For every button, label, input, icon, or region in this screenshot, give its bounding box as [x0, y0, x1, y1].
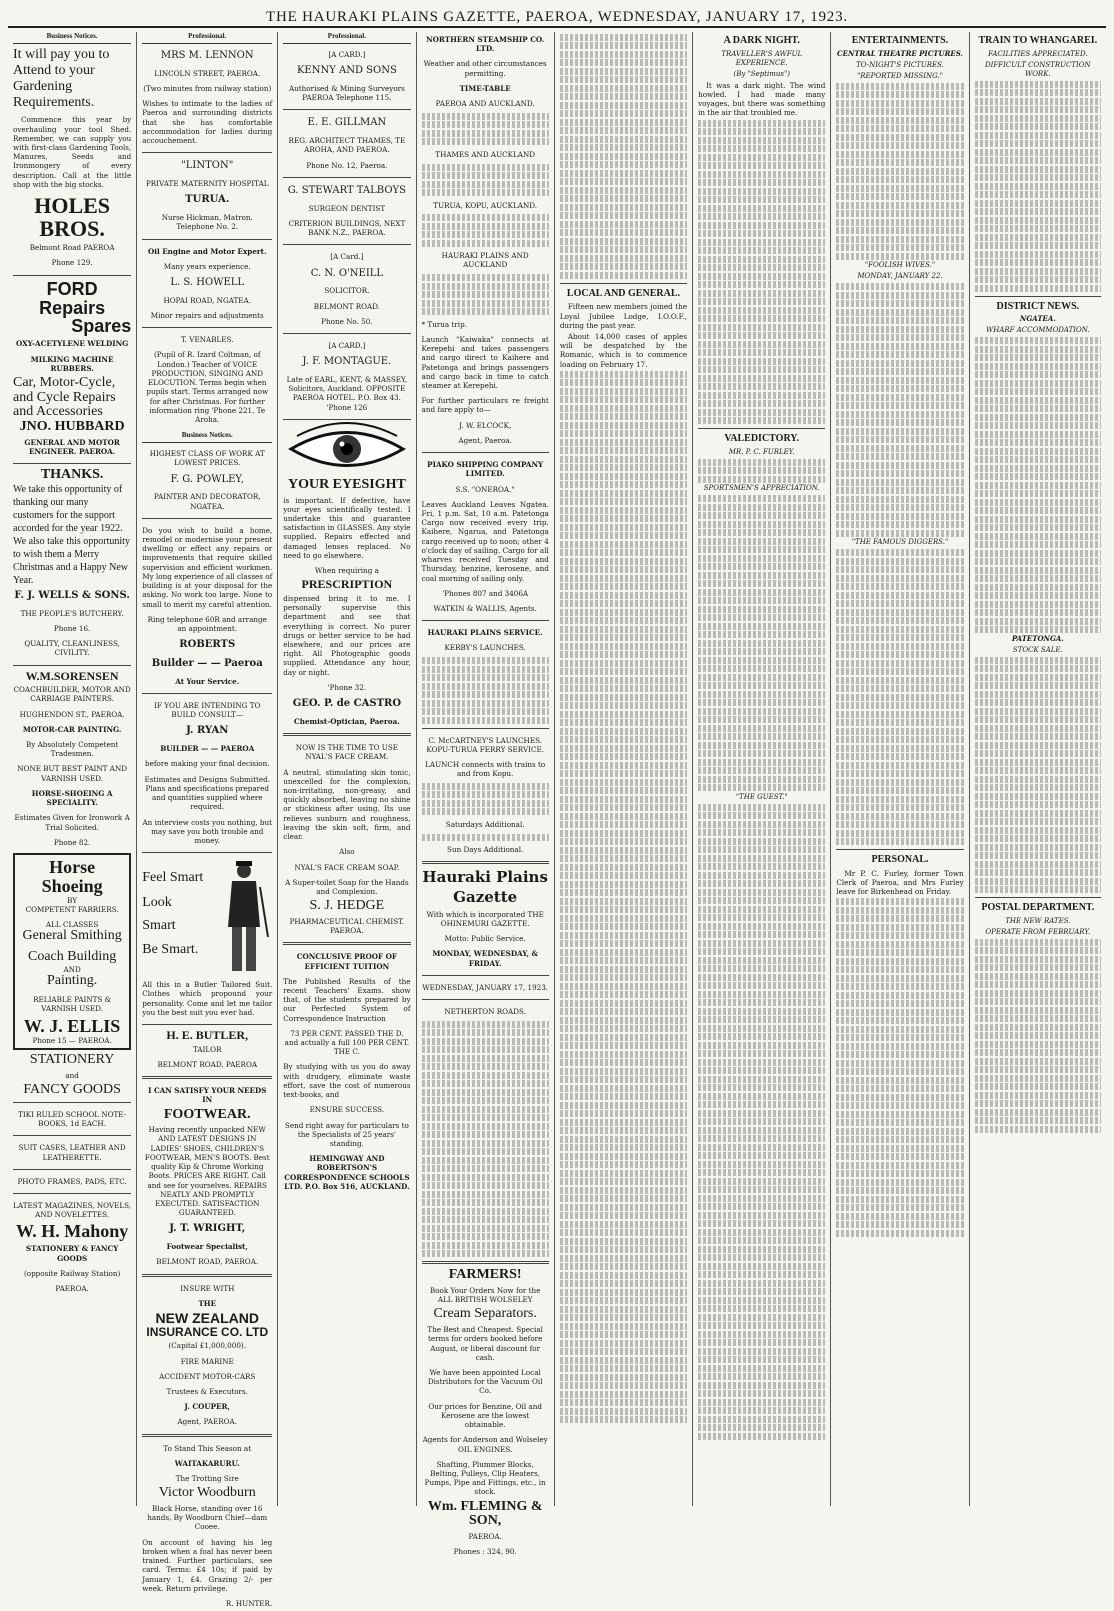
hubbard-sub: GENERAL AND MOTOR ENGINEER. PAEROA. — [24, 437, 120, 456]
oxy-welding: OXY-ACETYLENE WELDING — [15, 339, 129, 349]
linton: "LINTON" — [181, 160, 234, 172]
horse-shoeing-box — [13, 853, 131, 1050]
central-theatre: CENTRAL THEATRE PICTURES. — [837, 48, 963, 58]
capital: (Capital £1,000,000). — [168, 1341, 246, 1351]
nurse: Nurse Hickman, Matron. Telephone No. 2. — [161, 213, 253, 232]
criterion: CRITERION BUILDINGS, NEXT BANK N.Z., PAEROA. — [288, 218, 406, 238]
holes-bros: HOLES BROS. — [34, 193, 111, 242]
kenny-sub: Authorised & Mining Surveyors PAEROA Telephone 115. — [288, 83, 405, 103]
nyal: NOW IS THE TIME TO USE NYAL'S FACE CREAM. — [295, 743, 398, 762]
estimates: Estimates Given for Ironwork A Trial Solicited. — [14, 813, 130, 832]
dark-night-body: It was a dark night. The wind howled. I had made many voyages, but there was something in the air that troubled me. — [698, 80, 826, 118]
kenny: KENNY AND SONS — [296, 65, 397, 77]
montague-sub: Late of EARL, KENT, & MASSEY, Solicitors, Auckland. OPPOSITE PAEROA HOTEL. P.O. Box 43. 'Phone 126 — [286, 375, 408, 412]
best: The Best and Cheapest. Special terms for orders booked before August, or liberal discount for cash. — [427, 1325, 543, 1362]
traveller-sub: TRAVELLER'S AWFUL EXPERIENCE. — [721, 49, 803, 67]
thanks-title: THANKS. — [40, 467, 104, 483]
district-news-title: DISTRICT NEWS. — [996, 300, 1080, 312]
passed: 73 PER CENT. PASSED THE D. and actually a full 100 PER CENT. THE C. — [284, 1028, 410, 1057]
kaiwaka: Launch "Kaiwaka" connects at Kerepehi and takes passengers and cargo direct to Kaihere and Patetonga and brings passengers and cargo back in time to catch steamer at Kerepehi. — [421, 334, 549, 390]
couper: J. COUPER, — [184, 1402, 230, 1412]
column-4 — [417, 32, 555, 1557]
and: AND — [63, 964, 81, 974]
look: Look — [142, 894, 172, 910]
column-5 — [555, 32, 693, 1506]
butler-body: All this in a Butler Tailored Suit. Clothes which propound your personality. Come and let me tailor you the best suit you ever had. — [142, 980, 273, 1017]
all-classes: ALL CLASSES — [45, 920, 99, 930]
competent: By Absolutely Competent Tradesmen. — [25, 740, 119, 759]
ryan-sub: BUILDER — — PAEROA — [160, 744, 255, 754]
send: Send right away for particulars to the Specialists of 25 years' standing. — [284, 1120, 409, 1149]
coach-building: Coach Building — [27, 949, 117, 965]
valedictory-title: VALEDICTORY. — [724, 433, 800, 445]
oneroa: S.S. "ONEROA." — [455, 484, 515, 494]
personal-body: Mr P. C. Furley, former Town Clerk of Paeroa, and Mrs Furley leave for Birkenhead on Friday. — [836, 868, 964, 897]
reported-missing: "REPORTED MISSING." — [857, 71, 943, 80]
ford-spares: Spares — [71, 316, 132, 337]
section-header: Professional. — [142, 32, 272, 44]
facilities: FACILITIES APPRECIATED. — [988, 49, 1088, 58]
estimates-2: Estimates and Designs Submitted. Plans and specifications prepared and quantities supplied where required. — [144, 774, 271, 812]
timetable: TIME-TABLE — [459, 83, 511, 93]
roberts: ROBERTS — [179, 639, 236, 651]
hemingway: HEMINGWAY AND ROBERTSON'S CORRESPONDENCE SCHOOLS LTD. P.O. Box 516, AUCKLAND. — [284, 1154, 410, 1191]
farmers: FARMERS! — [448, 1267, 522, 1283]
agent: Agent, PAEROA. — [177, 1417, 238, 1427]
section-header: Business Notices. — [13, 32, 131, 44]
piako: PIAKO SHIPPING COMPANY LIMITED. — [427, 460, 544, 479]
trustees: Trustees & Executors. — [166, 1387, 248, 1397]
gazette-title: Hauraki Plains Gazette — [422, 868, 548, 906]
agents: Agents for Anderson and Wolseley OIL ENGINES. — [422, 1435, 548, 1454]
butchery: THE PEOPLE'S BUTCHERY. — [20, 608, 124, 618]
ins-co: INSURANCE CO. LTD — [146, 1324, 269, 1339]
sorensen-addr: HUGHENDON ST., PAEROA. — [19, 709, 125, 719]
tiki: TIKI RULED SCHOOL NOTE-BOOKS, 1d EACH. — [18, 1109, 127, 1129]
presc-body: dispensed bring it to me. I personally supervise this department and see that everything is correct. No purer drugs or better service to be had elsewhere, and our prices are right. All Photographic goods supplied. Attendance any hour, day or night. — [283, 593, 411, 677]
soap-body: A Super-toilet Soap for the Hands and Complexion. — [285, 877, 409, 896]
painting: Painting. — [47, 973, 98, 989]
linton-sub: PRIVATE MATERNITY HOSPITAL — [145, 179, 269, 189]
build-body: Do you wish to build a home, remodel or modernise your present dwelling or effect any repairs or improvements that require skilled supervision and efficient workmen. My long experience of all classes of building is at your disposal for the asking. No work too large. None to small to merit my careful attention. — [142, 525, 273, 609]
footwear-body: Having recently unpacked NEW AND LATEST DESIGNS IN LADIES' SHOES, CHILDREN'S FOOTWEAR, MEN'S BOOTS. Best quality Kip & Chrome Working Boots. PRICES ARE RIGHT. Call and see for yourselves. REPAIRS NEATLY AND PROMPTLY EXECUTED. SATISFACTION GUARANTEED. — [144, 1125, 270, 1218]
oneill-addr: BELMONT ROAD. — [313, 301, 380, 311]
saturdays: Saturdays Additional. — [445, 819, 525, 829]
hubbard: JNO. HUBBARD — [19, 419, 125, 435]
wharf: WHARF ACCOMMODATION. — [986, 326, 1090, 335]
mahony-addr: (opposite Railway Station) — [23, 1268, 121, 1278]
lennon-note: (Two minutes from railway station) — [143, 83, 272, 93]
butler-ad — [142, 857, 272, 977]
waitakaruru: WAITAKARURU. — [174, 1458, 240, 1468]
hunter: R. HUNTER. — [225, 1599, 273, 1609]
sportsmen: SPORTSMEN'S APPRECIATION. — [703, 484, 820, 493]
ryan: J. RYAN — [186, 725, 229, 737]
holes-address: Belmont Road PAEROA — [29, 243, 115, 253]
further: For further particulars re freight and fare apply to— — [421, 396, 549, 415]
butler: H. E. BUTLER, — [166, 1028, 249, 1043]
sorensen: W.M.SORENSEN — [25, 668, 119, 683]
castro-sub: Chemist-Optician, Paeroa. — [294, 716, 400, 726]
elcock: J. W. ELCOCK, — [459, 420, 512, 430]
accident: ACCIDENT MOTOR-CARS — [159, 1371, 256, 1381]
days: MONDAY, WEDNESDAY, & FRIDAY. — [432, 949, 538, 968]
eyesight: YOUR EYESIGHT — [287, 476, 406, 492]
motto: Motto: Public Service. — [444, 934, 526, 944]
column-7 — [831, 32, 969, 1506]
thanks-body: We take this opportunity of thanking our many customers for the support accorded for the year 1922. We also take this opportunity to wish them a Merry Christmas and a Happy New Year. — [13, 483, 130, 586]
new-rates: THE NEW RATES. — [1005, 917, 1071, 926]
nsc: NORTHERN STEAMSHIP CO. LTD. — [426, 35, 545, 54]
phone82: Phone 82. — [53, 837, 91, 847]
elcock-sub: Agent, Paeroa. — [458, 435, 512, 445]
hs-by: BY — [67, 895, 78, 905]
lennon-body: Wishes to intimate to the ladies of Paeroa and surrounding districts that she has comfortable accommodation for ladies during accouchement. — [142, 99, 273, 146]
lennon-addr: LINCOLN STREET, PAEROA. — [154, 68, 261, 78]
patetonga: PATETONGA. — [1011, 633, 1064, 643]
prices: Our prices for Benzine, Oil and Kerosene are the lowest obtainable. — [428, 1401, 542, 1430]
eyesight-body: is important. If defective, have your eyes scientifically tested. I undertake this and guarantee satisfaction in GLASSES. Any style supplied. Repairs effected and damaged lenses replaced. No need to go elsewhere. — [283, 495, 411, 560]
stationery: STATIONERY — [29, 1052, 115, 1068]
ellis: W. J. ELLIS — [23, 1016, 121, 1037]
nsc-sub: Weather and other circumstances permitting. — [423, 59, 547, 78]
quality: QUALITY, CLEANLINESS, CIVILITY. — [24, 639, 120, 658]
tailor: TAILOR — [192, 1044, 222, 1054]
oil-sub: Many years experience. — [163, 261, 251, 271]
smart: Smart — [142, 917, 176, 933]
hauraki-auckland: HAURAKI PLAINS AND AUCKLAND — [441, 251, 529, 270]
oneill-sub: SOLICITOR. — [324, 286, 370, 296]
cream: Cream Separators. — [433, 1306, 537, 1322]
holes-phone: Phone 129. — [51, 258, 93, 268]
suit-cases: SUIT CASES, LEATHER AND LEATHERETTE. — [18, 1143, 126, 1162]
hedge: S. J. HEDGE — [309, 898, 385, 914]
castro: GEO. P. de CASTRO — [292, 698, 402, 710]
postal-title: POSTAL DEPARTMENT. — [981, 902, 1095, 914]
mccartney: C. McCARTNEY'S LAUNCHES. KOPU-TURUA FERRY SERVICE. — [426, 735, 545, 754]
requiring: When requiring a — [314, 566, 379, 576]
proof-body: The Published Results of the recent Teachers' Exams. show that, of the students prepared by our Perfected System of Correspondence Instruction — [283, 976, 411, 1023]
local-general-title: LOCAL AND GENERAL. — [566, 287, 680, 299]
local-general-body: Fifteen new members joined the Loyal Jubilee Lodge, I.O.O.F., during the past year. About 14,000 cases of apples will be despatched by the Romanic, which is to commence loading on February 17. — [559, 302, 688, 369]
columns — [8, 32, 1106, 1609]
talboys: G. STEWART TALBOYS — [287, 184, 406, 196]
eye-icon — [287, 424, 407, 474]
hedge-sub: PHARMACEUTICAL CHEMIST. PAEROA. — [289, 916, 405, 936]
mahony-town: PAEROA. — [55, 1283, 89, 1293]
reliable: RELIABLE PAINTS & VARNISH USED. — [33, 994, 112, 1013]
gardening-ad-title: It will pay you to Attend to your Gardening Requirements. — [13, 46, 110, 111]
column-2 — [137, 32, 278, 1609]
oneill: C. N. O'NEILL — [310, 267, 384, 279]
mahony-sub: STATIONERY & FANCY GOODS — [25, 1244, 119, 1263]
thames-auckland: THAMES AND AUCKLAND — [435, 149, 536, 159]
kerby: KERBY'S LAUNCHES. — [444, 643, 526, 653]
column-8 — [970, 32, 1106, 1506]
section-header-2: Business Notices. — [142, 431, 272, 443]
milking-rubbers: MILKING MACHINE RUBBERS. — [30, 354, 114, 373]
none-but: NONE BUT BEST PAINT AND VARNISH USED. — [17, 764, 128, 783]
column-1 — [8, 32, 137, 1506]
phone16: Phone 16. — [53, 623, 91, 633]
feel-smart: Feel Smart — [142, 870, 204, 886]
ensure: ENSURE SUCCESS. — [309, 1105, 385, 1115]
builder: Builder — — Paeroa — [151, 658, 263, 669]
ryan-note: before making your final decision. — [144, 759, 270, 769]
personal-title: PERSONAL. — [871, 854, 929, 866]
talboys-sub: SURGEON DENTIST — [308, 203, 386, 213]
piako-body: Leaves Auckland Leaves Ngatea. Fri, 1 p.m. Sat, 10 a.m. Patetonga Cargo now received every trip. Kaihere, Ngarua, and Patetonga cargo received up to noon; other 4 o'clock day of sailing. Cargo for all wharves received Tuesday and Thursday, benzine, kerosene, and coal morning of sailing only. — [421, 499, 549, 583]
foolish-wives: "FOOLISH WIVES." — [864, 261, 936, 270]
photo-frames: PHOTO FRAMES, PADS, ETC. — [17, 1176, 127, 1186]
fire: FIRE MARINE — [180, 1356, 234, 1366]
gillman-sub: REG. ARCHITECT THAMES, TE AROHA, AND PAEROA. — [288, 136, 406, 155]
insure: INSURE WITH — [180, 1283, 235, 1293]
howell: L. S. HOWELL — [170, 276, 245, 288]
montague: J. F. MONTAGUE. — [302, 356, 392, 368]
venables-body: (Pupil of R. Izard Coltman, of London.) Teacher of VOICE PRODUCTION, SINGING AND ELOCUTION. Terms begin when pupils start. Terms arranged now for after Christmas. For further information ring 'Phone 221, Te Aroha. — [146, 350, 269, 424]
hps: HAURAKI PLAINS SERVICE. — [427, 628, 543, 638]
satisfy: I CAN SATISFY YOUR NEEDS IN — [148, 1086, 267, 1105]
at-service: At Your Service. — [175, 676, 240, 686]
column-3 — [278, 32, 416, 1506]
prescription: PRESCRIPTION — [301, 577, 393, 592]
section-header: Professional. — [283, 32, 410, 44]
hs-farriers: COMPETENT FARRIERS. — [25, 905, 119, 915]
gillman: E. E. GILLMAN — [307, 117, 387, 129]
trotting: The Trotting Sire — [175, 1474, 239, 1484]
oneill-phone: Phone No. 50. — [321, 316, 373, 326]
turua-kopu: TURUA, KOPU, AUCKLAND. — [433, 200, 538, 210]
fancy-goods: FANCY GOODS — [23, 1082, 121, 1098]
general-smithing: General Smithing — [22, 928, 122, 944]
train-title: TRAIN TO WHANGAREI. — [978, 35, 1098, 46]
fleming-phone: Phones : 324, 90. — [453, 1547, 517, 1557]
butler-addr: BELMONT ROAD, PAEROA — [157, 1059, 258, 1069]
intend: IF YOU ARE INTENDING TO BUILD CONSULT— — [154, 701, 261, 720]
footwear: FOOTWEAR. — [163, 1106, 251, 1122]
distributors: We have been appointed Local Distributors for the Vacuum Oil Co. — [427, 1368, 543, 1396]
minor: Minor repairs and adjustments — [150, 310, 264, 320]
car-repairs: Car, Motor-Cycle, and Cycle Repairs and Accessories — [13, 375, 116, 420]
lennon: MRS M. LENNON — [160, 49, 254, 61]
the: THE — [198, 1298, 217, 1308]
tailored-man-illustration — [212, 857, 272, 977]
and2: and — [65, 1070, 79, 1080]
shafting: Shafting, Plummer Blocks, Belting, Pulleys, Clip Heaters, Pumps, Pipe and Fittings, etc., in stock. — [424, 1459, 546, 1497]
be-smart: Be Smart. — [142, 942, 199, 958]
soap: NYAL'S FACE CREAM SOAP. — [294, 862, 400, 872]
monday: MONDAY, JANUARY 22. — [857, 272, 943, 281]
turua: TURUA. — [185, 194, 230, 206]
wright: J. T. WRIGHT, — [169, 1223, 246, 1235]
dark-night-title: A DARK NIGHT. — [723, 35, 800, 46]
tonight: TO-NIGHT'S PICTURES. — [856, 60, 944, 69]
netherton: NETHERTON ROADS. — [444, 1007, 526, 1017]
stock-sale: STOCK SALE. — [1012, 645, 1063, 654]
farmers-body: Book Your Orders Now for the ALL BRITISH WOLSELEY — [429, 1286, 541, 1305]
ellis-phone: Phone 15 — PAEROA. — [32, 1036, 112, 1046]
oil-expert: Oil Engine and Motor Expert. — [147, 246, 267, 256]
entertainments-title: ENTERTAINMENTS. — [851, 35, 949, 46]
wright-sub: Footwear Specialist, — [166, 1242, 248, 1252]
masthead: THE HAURAKI PLAINS GAZETTE, PAEROA, WEDNESDAY, JANUARY 17, 1923. — [8, 6, 1106, 28]
victor-note: On account of having his leg broken when a foal has never been trained. Further particulars, see card. Terms: £4 10s; if paid by January 1, £4. Grazing 2/- per week. Return privilege. — [142, 1537, 273, 1593]
incorporated: With which is incorporated THE OHINEMURI GAZETTE. — [426, 909, 544, 928]
oneill-card: [A Card.] — [330, 252, 364, 262]
highest: HIGHEST CLASS OF WORK AT LOWEST PRICES. — [149, 449, 265, 468]
studying: By studying with us you do away with drudgery, eliminate waste effort, save the cost of numerous text-books, and — [283, 1062, 411, 1100]
column-6 — [693, 32, 831, 1506]
famous-diggers: "THE FAMOUS DIGGERS." — [851, 538, 949, 547]
operate: OPERATE FROM FEBRUARY. — [985, 928, 1091, 937]
fleming: Wm. FLEMING & SON, — [427, 1498, 543, 1529]
byline: (By "Septimus") — [733, 69, 790, 78]
phones: 'Phones 807 and 3406A — [442, 588, 529, 598]
sundays: Sun Days Additional. — [447, 845, 524, 855]
turua-trip: * Turua trip. — [421, 319, 467, 329]
difficult: DIFFICULT CONSTRUCTION WORK. — [985, 60, 1091, 78]
stand: To Stand This Season at — [163, 1443, 252, 1453]
ford-repairs: FORD Repairs — [39, 278, 106, 318]
the-guest: "THE GUEST." — [735, 792, 788, 801]
sorensen-sub: COACHBUILDER, MOTOR AND CARRIAGE PAINTERS. — [13, 685, 131, 704]
issue-date: WEDNESDAY, JANUARY 17, 1923. — [422, 982, 549, 992]
mahony: W. H. Mahony — [15, 1221, 129, 1242]
powley: F. G. POWLEY, — [170, 473, 244, 485]
wells: F. J. WELLS & SONS. — [14, 589, 130, 601]
gardening-ad-body: Commence this year by overhauling your tool Shed. Remember, we can supply you with first-class Gardening Tools, Manures, Seeds and Ironmongery of every description. Call at the little shop with the big stocks. — [13, 115, 132, 189]
venables: T. VENABLES. — [181, 335, 234, 345]
furley-sub: MR. P. C. FURLEY. — [728, 447, 795, 456]
pa: PAEROA AND AUCKLAND. — [435, 99, 535, 109]
watkin: WATKIN & WALLIS, Agents. — [433, 603, 537, 613]
interview: An interview costs you nothing, but may save you both trouble and money. — [142, 817, 273, 845]
hs-title: Horse Shoeing — [41, 857, 103, 896]
ring: Ring telephone 60R and arrange an appointment. — [147, 614, 267, 633]
fleming-sub: PAEROA. — [468, 1532, 502, 1541]
ngatea: NGATEA. — [1019, 314, 1056, 324]
powley-sub: PAINTER AND DECORATOR, NGATEA. — [153, 492, 261, 511]
proof: CONCLUSIVE PROOF OF EFFICIENT TUITION — [296, 952, 397, 971]
nz: NEW ZEALAND — [155, 1310, 259, 1327]
howell-addr: HOPAI ROAD, NGATEA. — [163, 295, 252, 305]
latest-mags: LATEST MAGAZINES, NOVELS, AND NOVELETTES. — [13, 1200, 132, 1220]
victor: Victor Woodburn — [158, 1485, 256, 1501]
nyal-body: A neutral, stimulating skin tonic, unexcelled for the complexion, non-irritating, non-greasy, and quickly absorbed, leaving no shine or stickiness after using. Its use relieves sunburn and roughness, leaving the skin soft, firm, and clear. — [283, 767, 411, 842]
kenny-card: [A CARD.] — [328, 49, 366, 59]
victor-body: Black Horse, standing over 16 hands, By Woodburn Chief—dam Cooee. — [147, 1504, 268, 1532]
launch: LAUNCH connects with trains to and from Kopu. — [425, 760, 546, 779]
montague-card: [A CARD.] — [328, 340, 366, 350]
wright-addr: BELMONT ROAD, PAEROA. — [156, 1257, 259, 1267]
gillman-phone: Phone No. 12, Paeroa. — [306, 160, 388, 170]
motorcar: MOTOR-CAR PAINTING. — [22, 724, 122, 734]
phone32: 'Phone 32. — [327, 682, 367, 692]
also: Also — [339, 847, 355, 857]
horseshoe-spec: HORSE-SHOEING A SPECIALITY. — [31, 788, 113, 808]
